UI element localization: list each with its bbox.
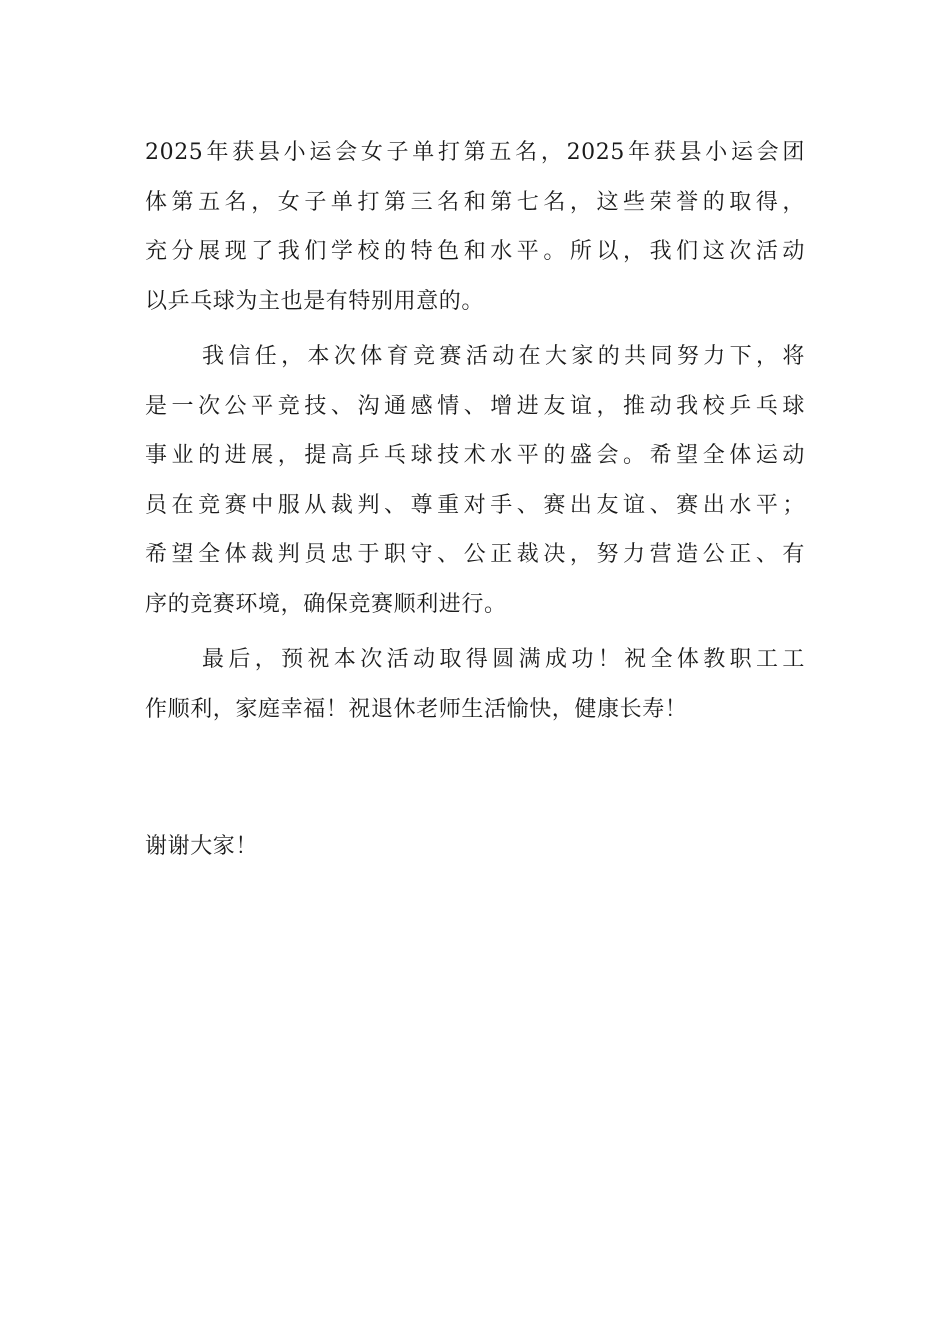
text-line: 是一次公平竞技、沟通感情、增进友谊，推动我校乒乓球: [145, 393, 805, 419]
text-line: 员在竞赛中服从裁判、尊重对手、赛出友谊、赛出水平；: [145, 492, 805, 518]
text-line: 2025年获县小运会女子单打第五名，2025年获县小运会团: [145, 140, 805, 165]
text-line: 最后，预祝本次活动取得圆满成功！祝全体教职工工: [202, 647, 805, 672]
text-line: 以乒乓球为主也是有特别用意的。: [145, 288, 485, 314]
paragraph-2: [145, 332, 805, 629]
text-line: 我信任，本次体育竞赛活动在大家的共同努力下，将: [202, 344, 805, 369]
text-line: 事业的进展，提高乒乓球技术水平的盛会。希望全体运动: [145, 443, 805, 468]
text-line: 作顺利，家庭幸福！祝退休老师生活愉快，健康长寿！: [145, 696, 688, 722]
paragraph-1: [145, 128, 805, 326]
text-line: 序的竞赛环境，确保竞赛顺利进行。: [145, 591, 507, 617]
paragraph-3: [145, 635, 805, 734]
closing-remark: 谢谢大家！: [145, 834, 259, 859]
text-line: 希望全体裁判员忠于职守、公正裁决，努力营造公正、有: [145, 542, 805, 567]
document-body: [145, 128, 805, 734]
text-line: 充分展现了我们学校的特色和水平。所以，我们这次活动: [145, 239, 805, 264]
text-line: 体第五名，女子单打第三名和第七名，这些荣誉的取得，: [145, 189, 805, 215]
